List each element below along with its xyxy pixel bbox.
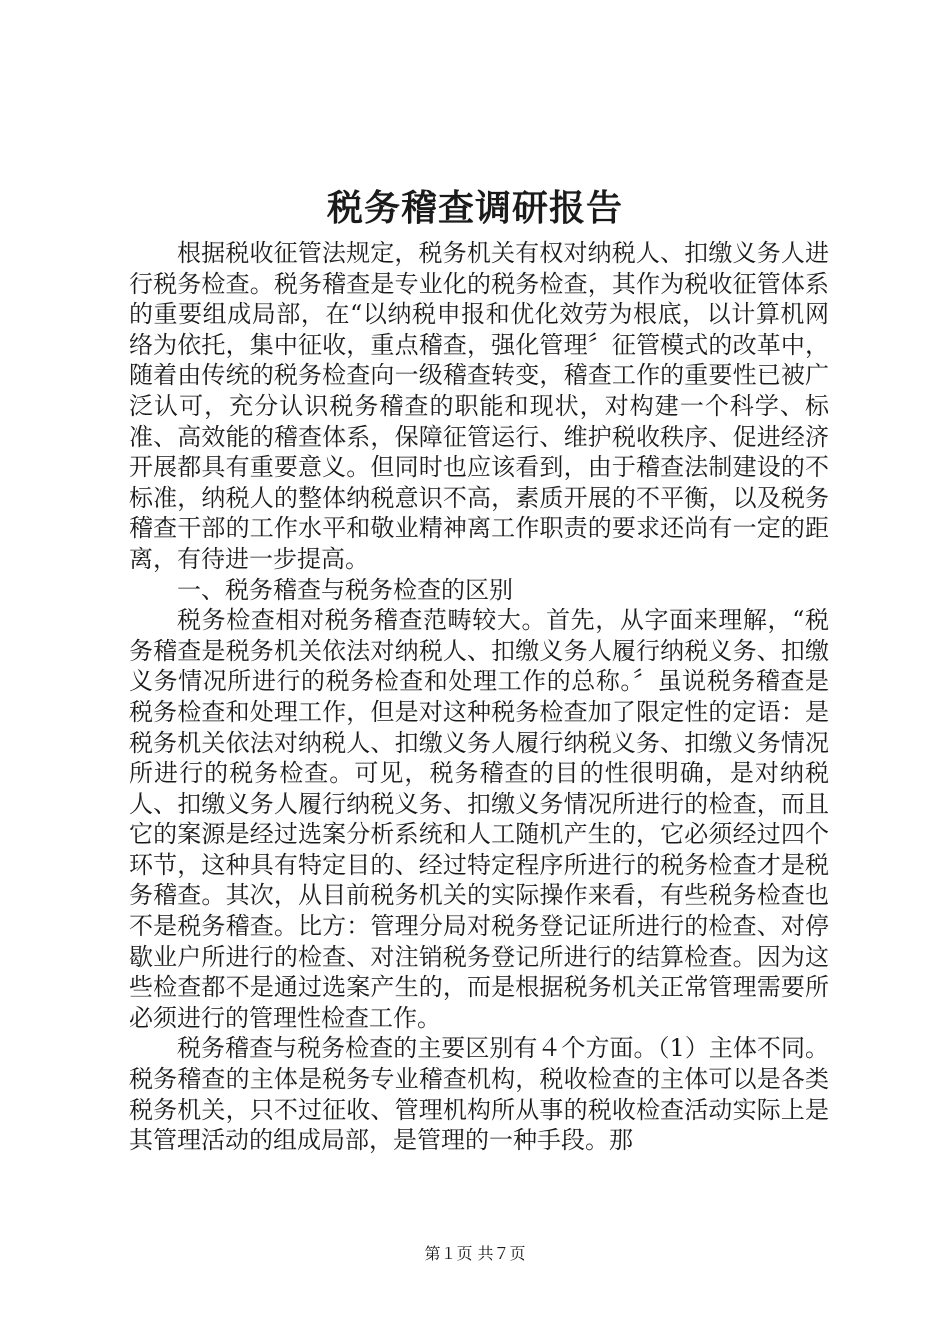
paragraph-intro: 根据税收征管法规定，税务机关有权对纳税人、扣缴义务人进行税务检查。税务稽查是专业化的税务检查，其作为税收征管体系的重要组成局部，在“以纳税申报和优化效劳为根底，以计算机网络为依托，集中征收，重点稽查，强化管理〞征管模式的改革中，随着由传统的税务检查向一级稽查转变，稽查工作的重要性已被广泛认可，充分认识税务稽查的职能和现状，对构建一个科学、标准、高效能的稽查体系，保障征管运行、维护税收秩序、促进经济开展都具有重要意义。但同时也应该看到，由于稽查法制建设的不标准，纳税人的整体纳税意识不高，素质开展的不平衡，以及税务稽查干部的工作水平和敬业精神离工作职责的要求还尚有一定的距离，有待进一步提高。	[129, 239, 829, 573]
paragraph-differences: 税务稽查与税务检查的主要区别有４个方面。（1）主体不同。税务稽查的主体是税务专业稽查机构，税收检查的主体可以是各类税务机关，只不过征收、管理机构所从事的税收检查活动实际上是其管理活动的组成局部，是管理的一种手段。那	[129, 1034, 829, 1155]
paragraph-scope: 税务检查相对税务稽查范畴较大。首先，从字面来理解，“税务稽查是税务机关依法对纳税人、扣缴义务人履行纳税义务、扣缴义务情况所进行的税务检查和处理工作的总称。〞虽说税务稽查是税务检查和处理工作，但是对这种税务检查加了限定性的定语：是税务机关依法对纳税人、扣缴义务人履行纳税义务、扣缴义务情况所进行的税务检查。可见，税务稽查的目的性很明确，是对纳税人、扣缴义务人履行纳税义务、扣缴义务情况所进行的检查，而且它的案源是经过选案分析系统和人工随机产生的，它必须经过四个环节，这种具有特定目的、经过特定程序所进行的税务检查才是税务稽查。其次，从目前税务机关的实际操作来看，有些税务检查也不是税务稽查。比方：管理分局对税务登记证所进行的检查、对停歇业户所进行的检查、对注销税务登记所进行的结算检查。因为这些检查都不是通过选案产生的，而是根据税务机关正常管理需要所必须进行的管理性检查工作。	[129, 606, 829, 1032]
document-body	[129, 238, 829, 1156]
page-footer: 第１页 共７页	[424, 1244, 526, 1263]
document-title: 税务稽查调研报告	[326, 187, 623, 229]
section-heading: 一、税务稽查与税务检查的区别	[177, 575, 513, 604]
